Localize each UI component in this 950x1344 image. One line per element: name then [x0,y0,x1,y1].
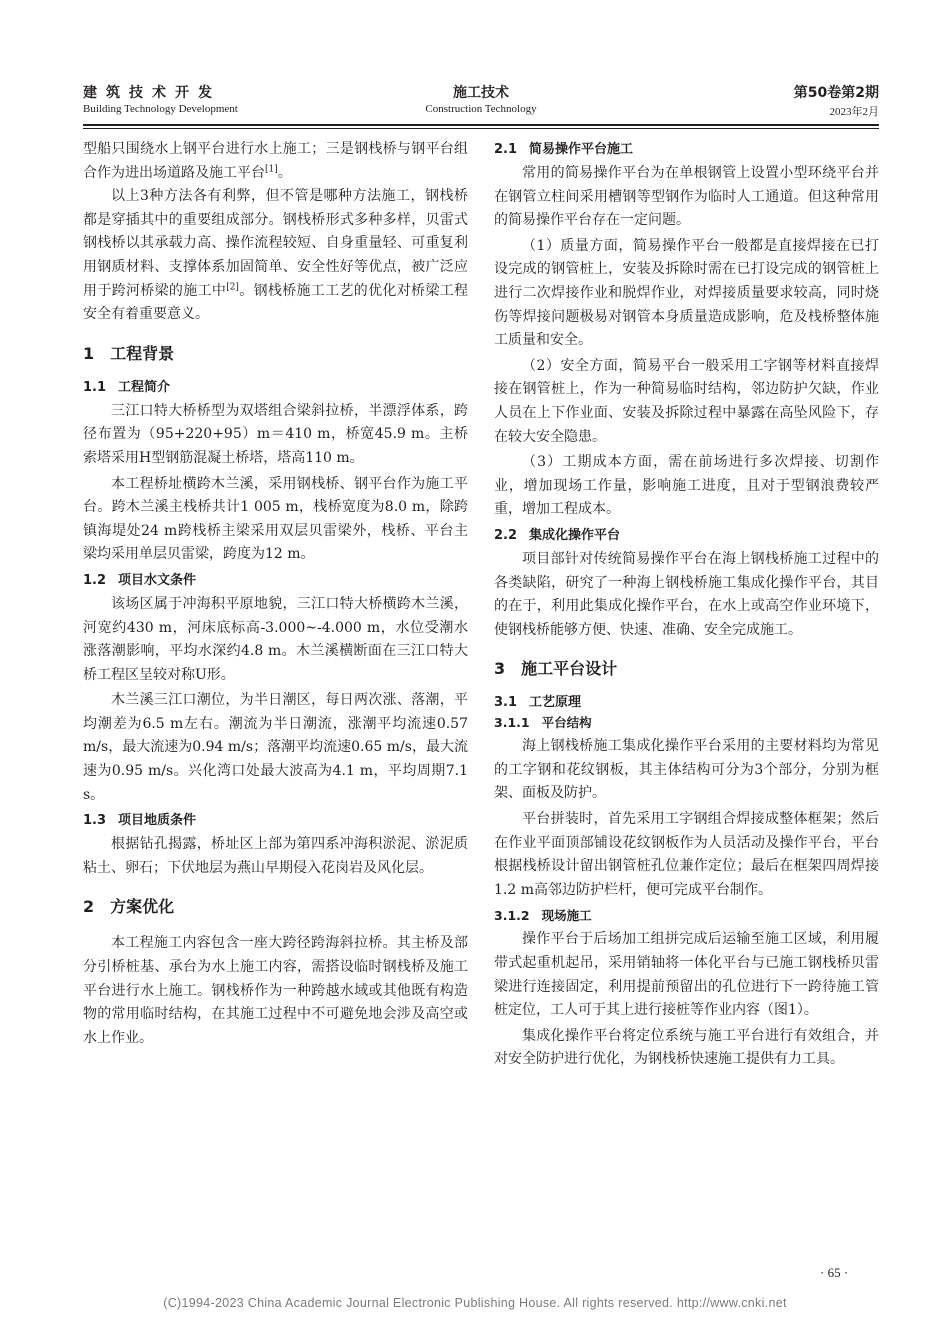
citation[interactable]: [1] [265,163,278,174]
paragraph: （1）质量方面，简易操作平台一般都是直接焊接在已打设完成的钢管桩上，安装及拆除时需在已打设完成的钢管桩上进行二次焊接作业和脱焊作业，对焊接质量要求较高，同时烧伤等焊接问题极易对钢管本身质量造成影响，危及栈桥整体施工质量和安全。 [494,237,879,349]
paragraph: （2）安全方面，简易平台一般采用工字钢等材料直接焊接在钢管桩上，作为一种简易临时结构，邻边防护欠缺，作业人员在上下作业面、安装及拆除过程中暴露在高坠风险下，存在较大安全隐患。 [494,357,879,445]
journal-title-en: Building Technology Development [83,103,238,115]
section-heading: 1 工程背景 [83,343,175,363]
subsection-heading: 3.1 工艺原理 [494,695,582,711]
issue-date: 2023年2月 [829,106,879,118]
paragraph: 本工程桥址横跨木兰溪，采用钢栈桥、钢平台作为施工平台。跨木兰溪主栈桥共计1 005 m，栈桥宽度为8.0 m，除跨镇海堤处24 m跨栈桥主梁采用双层贝雷梁外，栈桥、平台主梁均采用单层贝雷梁，跨度为12 m。 [83,475,468,563]
subsection-heading: 1.2 项目水文条件 [83,572,197,588]
page-number: · 65 · [820,1265,849,1280]
subsection-heading: 1.1 工程简介 [83,379,171,395]
issue-label: 第50卷第2期 [793,85,879,101]
section-heading: 2 方案优化 [83,897,175,917]
subsubsection-heading: 3.1.1 平台结构 [494,715,592,731]
header-rule-thick [83,124,879,126]
paragraph: 常用的简易操作平台为在单根钢管上设置小型环绕平台并在钢管立柱间采用槽钢等型钢作为临时人工通道。但这种常用的简易操作平台存在一定问题。 [494,165,879,229]
paragraph: 平台拼装时，首先采用工字钢组合焊接成整体框架；然后在作业平面顶部铺设花纹钢板作为人员活动及操作平台，平台根据栈桥设计留出钢管桩孔位兼作定位；最后在框架四周焊接1.2 m高邻边防护栏杆，便可完成平台制作。 [494,811,879,898]
running-header [83,82,879,122]
section-title-cn: 施工技术 [453,85,509,101]
copyright-footer: (C)1994-2023 China Academic Journal Electronic Publishing House. All rights reserved. http://www.cnki.net [163,1296,787,1310]
section-heading: 3 施工平台设计 [494,659,618,679]
paragraph: 该场区属于冲海积平原地貌，三江口特大桥横跨木兰溪，河宽约430 m，河床底标高-3.000~-4.000 m，水位受潮水涨落潮影响，平均水深约4.8 m。木兰溪横断面在三江口特大桥工程区呈较对称U形。 [83,595,468,683]
left-column [83,138,468,1273]
paragraph: 集成化操作平台将定位系统与施工平台进行有效组合，并对安全防护进行优化，为钢栈桥快速施工提供有力工具。 [494,1027,879,1068]
citation[interactable]: [2] [226,281,239,292]
subsection-heading: 1.3 项目地质条件 [83,813,197,829]
subsection-heading: 2.1 简易操作平台施工 [494,142,634,157]
subsection-heading: 2.2 集成化操作平台 [494,527,621,543]
section-title-en: Construction Technology [425,103,537,115]
paragraph: （3）工期成本方面，需在前场进行多次焊接、切割作业，增加现场工作量，影响施工进度，且对于型钢浪费较严重，增加工程成本。 [494,454,879,518]
paragraph: 项目部针对传统简易操作平台在海上钢栈桥施工过程中的各类缺陷，研究了一种海上钢栈桥施工集成化操作平台，其目的在于，利用此集成化操作平台，在水上或高空作业环境下，使钢栈桥能够方便、快速、准确、安全完成施工。 [494,550,879,638]
paragraph: 木兰溪三江口潮位，为半日潮区，每日两次涨、落潮，平均潮差为6.5 m左右。潮流为半日潮流，涨潮平均流速0.57 m/s，最大流速为0.94 m/s；落潮平均流速0.65 m/s，最大流速为0.95 m/s。兴化湾口处最大波高为4.1 m，平均周期7.1 s。 [83,692,468,803]
journal-title-cn: 建筑技术开发 [83,85,221,101]
paragraph: 根据钻孔揭露，桥址区上部为第四系冲海积淤泥、淤泥质粘土、卵石；下伏地层为燕山早期侵入花岗岩及风化层。 [83,836,468,876]
paragraph: 操作平台于后场加工组拼完成后运输至施工区域，利用履带式起重机起吊，采用销轴将一体化平台与已施工钢栈桥贝雷梁进行连接固定，利用提前预留出的孔位进行下一跨待施工管桩定位，工人可于其上进行接桩等作业内容（图1）。 [494,931,879,1019]
paragraph: 海上钢栈桥施工集成化操作平台采用的主要材料均为常见的工字钢和花纹钢板，其主体结构可分为3个部分，分别为框架、面板及防护。 [494,738,879,802]
paragraph: 本工程施工内容包含一座大跨径跨海斜拉桥。其主桥及部分引桥桩基、承台为水上施工内容，需搭设临时钢栈桥及施工平台进行水上施工。钢栈桥作为一种跨越水域或其他既有构造物的常用临时结构，在其施工过程中不可避免地会涉及高空或水上作业。 [83,935,468,1046]
paragraph: 型船只围绕水上钢平台进行水上施工；三是钢栈桥与钢平台组合作为进出场道路及施工平台[1]。 [83,141,468,181]
header-rule-thin [83,128,879,129]
paragraph: 三江口特大桥桥型为双塔组合梁斜拉桥，半漂浮体系，跨径布置为（95+220+95）m＝410 m，桥宽45.9 m。主桥索塔采用H型钢筋混凝土桥塔，塔高110 m。 [83,402,468,466]
right-column [494,138,879,1273]
paragraph: 以上3种方法各有利弊，但不管是哪种方法施工，钢栈桥都是穿插其中的重要组成部分。钢栈桥形式多种多样，贝雷式钢栈桥以其承载力高、操作流程较短、自身重量轻、可重复利用钢质材料、支撑体系加固简单、安全性好等优点，被广泛应用于跨河桥梁的施工中[2]。钢栈桥施工工艺的优化对桥梁工程安全有着重要意义。 [83,188,468,323]
subsubsection-heading: 3.1.2 现场施工 [494,908,592,924]
